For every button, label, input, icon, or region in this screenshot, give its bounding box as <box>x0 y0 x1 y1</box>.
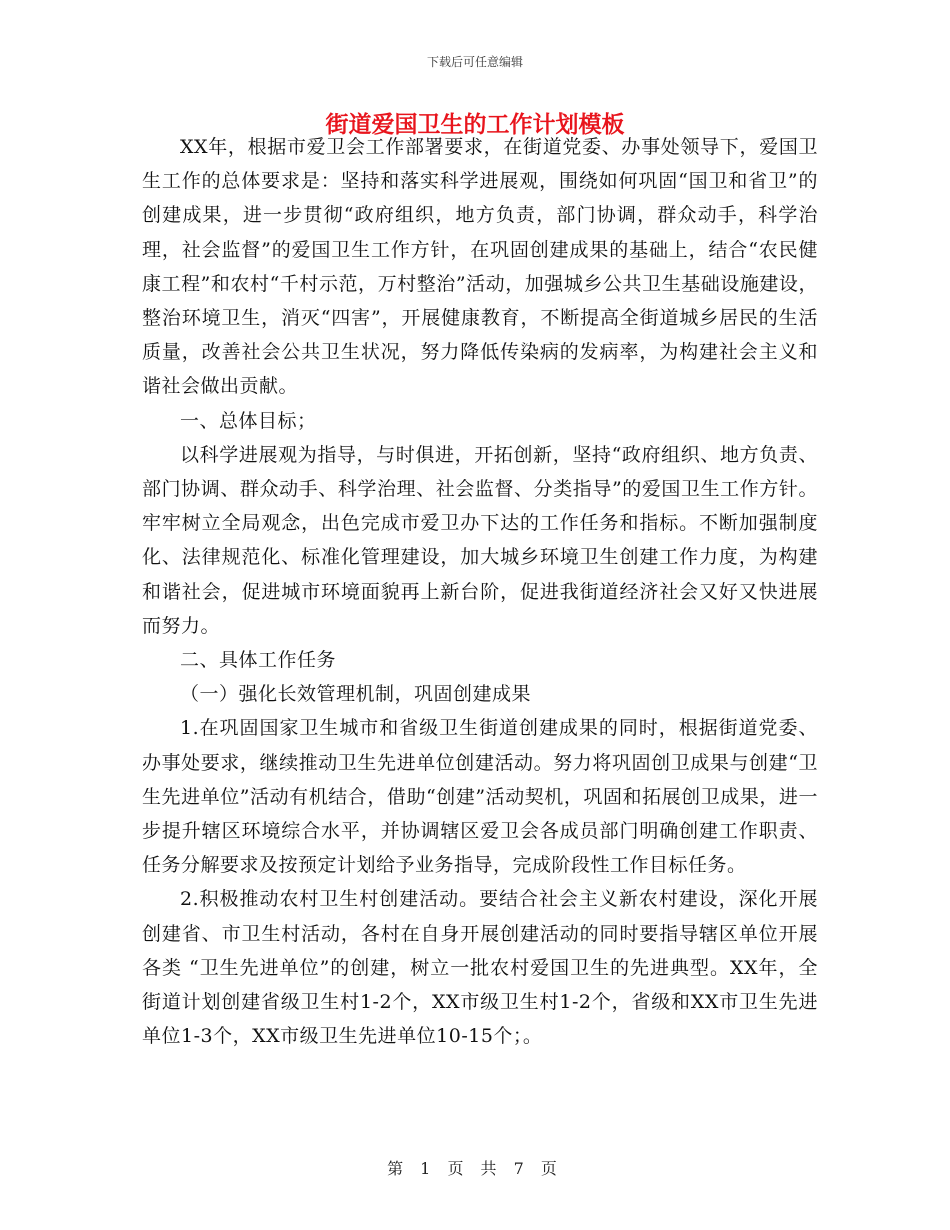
section-heading-specific-tasks: 二、具体工作任务 <box>180 649 337 672</box>
document-body <box>142 130 818 1053</box>
paragraph-task-2: 2.积极推动农村卫生村创建活动。要结合社会主义新农村建设，深化开展创建省、市卫生村活动，各村在自身开展创建活动的同时要指导辖区单位开展各类 “卫生先进单位”的创建，树立一批农村爱国卫生的先进典型。XX年，全街道计划创建省级卫生村1-2个，XX市级卫生村1-2个，省级和XX市卫生先进单位1-3个，XX市级卫生先进单位10-15个；。 <box>142 888 818 1048</box>
header-note: 下载后可任意编辑 <box>426 55 523 69</box>
document-title: 街道爱国卫生的工作计划模板 <box>325 111 625 138</box>
section-heading-overall-goal: 一、总体目标； <box>180 409 317 432</box>
paragraph-intro: XX年，根据市爱卫会工作部署要求，在街道党委、办事处领导下，爱国卫生工作的总体要求是：坚持和落实科学进展观，围绕如何巩固“国卫和省卫”的创建成果，进一步贯彻“政府组织，地方负责，部门协调，群众动手，科学治理，社会监督”的爱国卫生工作方针，在巩固创建成果的基础上，结合“农民健康工程”和农村“千村示范，万村整治”活动，加强城乡公共卫生基础设施建设，整治环境卫生，消灭“四害”，开展健康教育，不断提高全街道城乡居民的生活质量，改善社会公共卫生状况，努力降低传染病的发病率，为构建社会主义和谐社会做出贡献。 <box>142 136 818 398</box>
page-footer: 第 1 页 共 7 页 <box>387 1159 563 1178</box>
subsection-heading-mechanism: （一）强化长效管理机制，巩固创建成果 <box>180 683 532 706</box>
paragraph-overall-goal: 以科学进展观为指导，与时俱进，开拓创新，坚持“政府组织、地方负责、部门协调、群众动手、科学治理、社会监督、分类指导”的爱国卫生工作方针。牢牢树立全局观念，出色完成市爱卫办下达的工作任务和指标。不断加强制度化、法律规范化、标准化管理建设，加大城乡环境卫生创建工作力度，为构建和谐社会，促进城市环境面貌再上新台阶，促进我街道经济社会又好又快进展而努力。 <box>142 443 818 637</box>
paragraph-task-1: 1.在巩固国家卫生城市和省级卫生街道创建成果的同时，根据街道党委、办事处要求，继续推动卫生先进单位创建活动。努力将巩固创卫成果与创建“卫生先进单位”活动有机结合，借助“创建”活动契机，巩固和拓展创卫成果，进一步提升辖区环境综合水平，并协调辖区爱卫会各成员部门明确创建工作职责、任务分解要求及按预定计划给予业务指导，完成阶段性工作目标任务。 <box>142 717 818 877</box>
